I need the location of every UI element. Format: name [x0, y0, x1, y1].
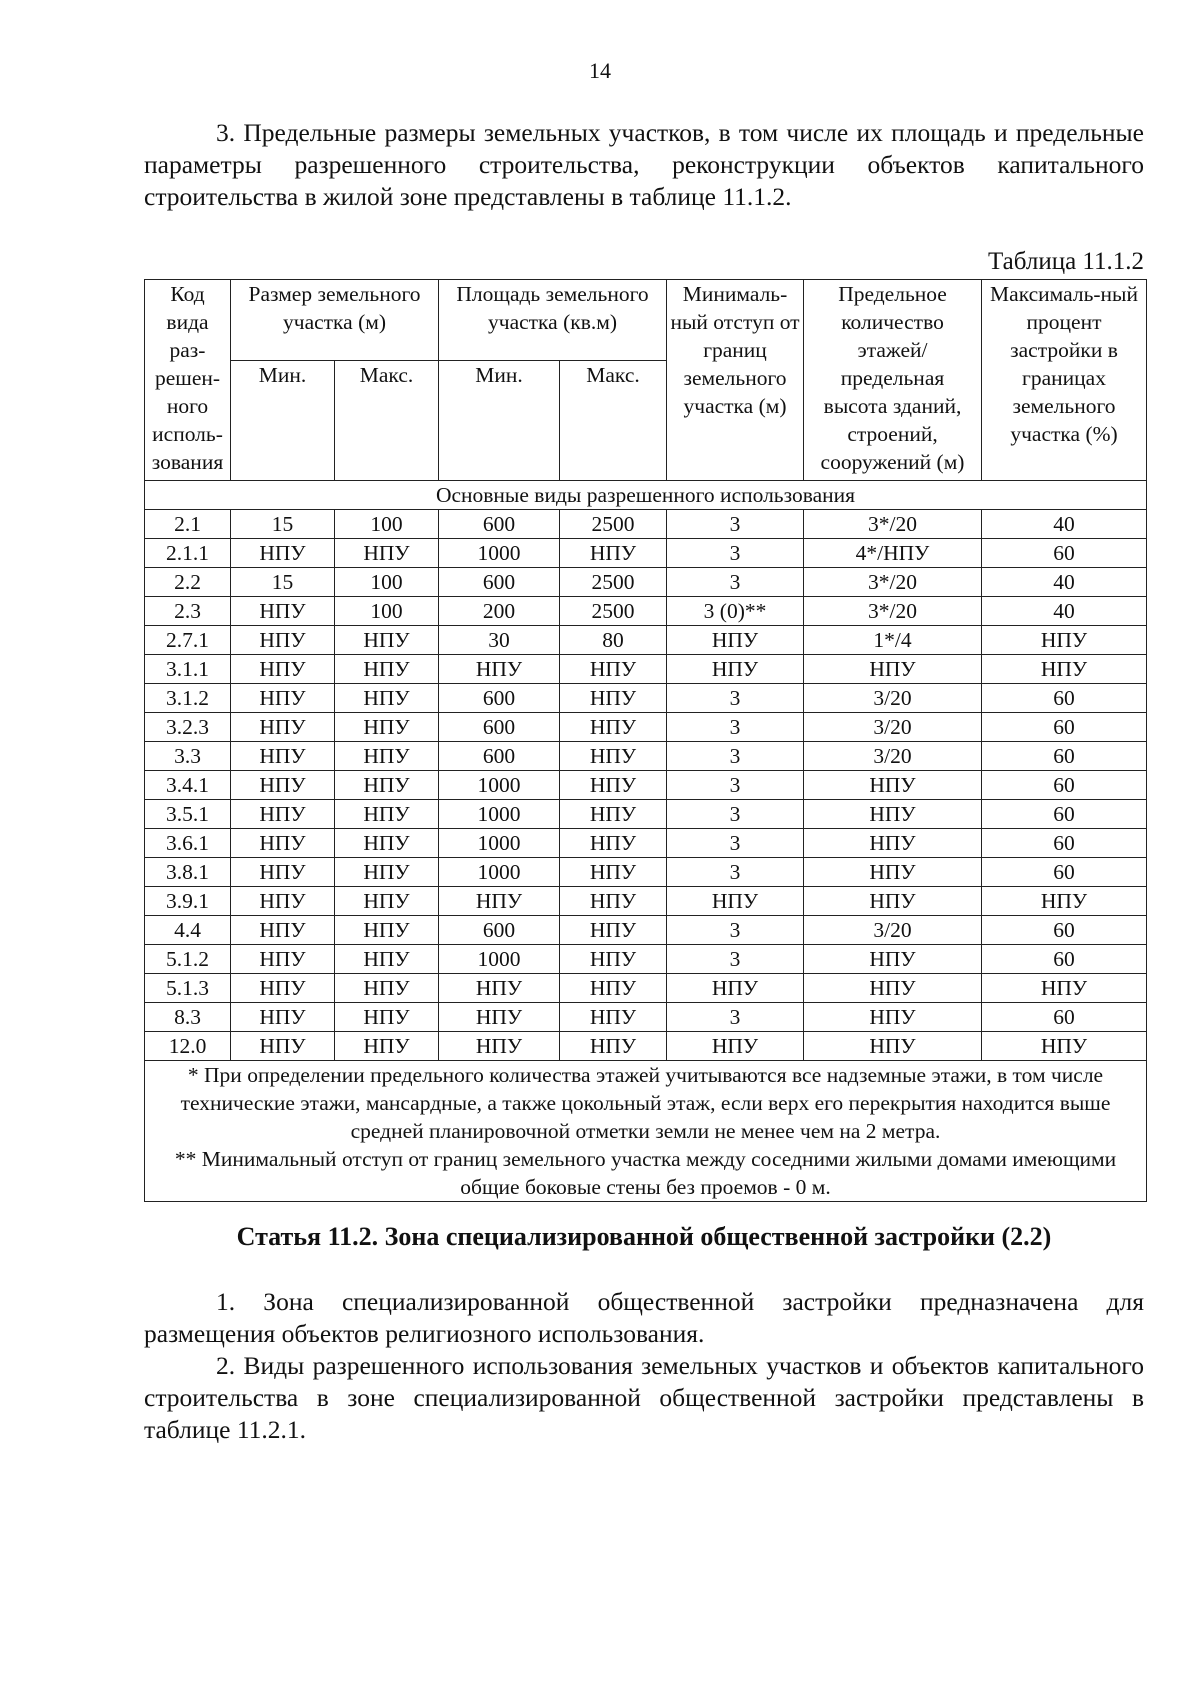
table-row — [145, 597, 1147, 626]
table-cell: 2.2 — [145, 568, 231, 597]
table-cell: НПУ — [560, 829, 667, 858]
table-cell: 3 — [667, 771, 804, 800]
table-cell: НПУ — [335, 945, 439, 974]
table-cell: НПУ — [335, 887, 439, 916]
table-cell: НПУ — [439, 974, 560, 1003]
paragraph-2: 2. Виды разрешенного использования земельных участков и объектов капитального строительства в зоне специализированной общественной застройки представлены в таблице 11.2.1. — [144, 1351, 1144, 1444]
table-cell: НПУ — [667, 655, 804, 684]
table-cell: НПУ — [231, 597, 335, 626]
table-cell: 3.4.1 — [145, 771, 231, 800]
table-cell: НПУ — [231, 539, 335, 568]
article-heading: Статья 11.2. Зона специализированной общественной застройки (2.2) — [236, 1222, 1052, 1251]
table-cell: 600 — [439, 742, 560, 771]
table-cell: НПУ — [667, 1032, 804, 1061]
table-row — [145, 742, 1147, 771]
table-cell: 4.4 — [145, 916, 231, 945]
table-cell: 3 — [667, 510, 804, 539]
table-cell: НПУ — [335, 800, 439, 829]
table-cell: НПУ — [231, 1032, 335, 1061]
table-row — [145, 510, 1147, 539]
table-cell: 3*/20 — [804, 510, 982, 539]
table-cell: НПУ — [560, 916, 667, 945]
table-cell: 2500 — [560, 510, 667, 539]
note-floors: * При определении предельного количества этажей учитываются все надземные этажи, в том числе технические этажи, мансардные, а также цокольный этаж, если верх его перекрытия находится выше средней планировочной отметки земли не менее чем на 2 метра. — [180, 1063, 1111, 1143]
table-cell: НПУ — [231, 945, 335, 974]
header-min-setback: Минималь-ный отступ от границ земельного участка (м) — [667, 280, 804, 481]
table-cell: 600 — [439, 510, 560, 539]
table-cell: 1000 — [439, 539, 560, 568]
table-cell: 60 — [982, 800, 1147, 829]
table-cell: 2.1 — [145, 510, 231, 539]
table-row — [145, 626, 1147, 655]
table-cell: НПУ — [982, 1032, 1147, 1061]
table-cell: НПУ — [804, 829, 982, 858]
table-cell: 40 — [982, 568, 1147, 597]
table-cell: 600 — [439, 713, 560, 742]
paragraph-1: 1. Зона специализированной общественной застройки предназначена для размещения объектов религиозного использования. — [144, 1287, 1144, 1348]
table-cell: 2.7.1 — [145, 626, 231, 655]
table-cell: НПУ — [667, 974, 804, 1003]
table-cell: 5.1.3 — [145, 974, 231, 1003]
table-row — [145, 713, 1147, 742]
table-cell: НПУ — [560, 1032, 667, 1061]
table-cell: НПУ — [804, 655, 982, 684]
table-row — [145, 771, 1147, 800]
table-cell: НПУ — [982, 974, 1147, 1003]
table-cell: 1000 — [439, 858, 560, 887]
table-cell: 3/20 — [804, 916, 982, 945]
table-cell: НПУ — [804, 771, 982, 800]
table-cell: 3 — [667, 742, 804, 771]
table-cell: НПУ — [982, 626, 1147, 655]
header-max-coverage: Максималь-ный процент застройки в границах земельного участка (%) — [982, 280, 1147, 481]
table-cell: 60 — [982, 684, 1147, 713]
table-cell: 8.3 — [145, 1003, 231, 1032]
table-cell: 100 — [335, 510, 439, 539]
table-row — [145, 800, 1147, 829]
table-cell: 60 — [982, 945, 1147, 974]
table-cell: 2.1.1 — [145, 539, 231, 568]
table-cell: 3 — [667, 916, 804, 945]
header-area-min: Мин. — [439, 361, 560, 481]
table-cell: НПУ — [560, 887, 667, 916]
table-cell: 15 — [231, 568, 335, 597]
table-row — [145, 858, 1147, 887]
table-cell: 2500 — [560, 597, 667, 626]
table-cell: НПУ — [804, 858, 982, 887]
table-cell: 3 — [667, 800, 804, 829]
table-cell: НПУ — [560, 858, 667, 887]
table-cell: 12.0 — [145, 1032, 231, 1061]
table-cell: 3*/20 — [804, 568, 982, 597]
table-cell: 100 — [335, 568, 439, 597]
table-cell: 3/20 — [804, 713, 982, 742]
table-cell: 3 — [667, 829, 804, 858]
table-cell: НПУ — [560, 742, 667, 771]
table-cell: 600 — [439, 568, 560, 597]
table-cell: НПУ — [231, 829, 335, 858]
table-cell: НПУ — [667, 887, 804, 916]
table-cell: НПУ — [982, 655, 1147, 684]
table-cell: 1000 — [439, 829, 560, 858]
table-cell: НПУ — [560, 800, 667, 829]
table-cell: НПУ — [335, 713, 439, 742]
table-row — [145, 1003, 1147, 1032]
table-cell: НПУ — [982, 887, 1147, 916]
table-cell: 1000 — [439, 771, 560, 800]
header-code: Код вида раз-решен-ного исполь-зования — [145, 280, 231, 481]
section-title-row: Основные виды разрешенного использования — [145, 481, 1147, 510]
table-cell: 3.1.1 — [145, 655, 231, 684]
table-cell: 1*/4 — [804, 626, 982, 655]
table-notes — [145, 1061, 1147, 1202]
parameters-table — [144, 279, 1147, 1202]
table-cell: НПУ — [560, 1003, 667, 1032]
table-cell: НПУ — [231, 626, 335, 655]
table-cell: 1000 — [439, 800, 560, 829]
table-cell: 600 — [439, 684, 560, 713]
table-row — [145, 887, 1147, 916]
table-cell: 60 — [982, 1003, 1147, 1032]
table-row — [145, 684, 1147, 713]
page-number: 14 — [589, 58, 611, 83]
table-cell: 600 — [439, 916, 560, 945]
table-cell: НПУ — [335, 771, 439, 800]
header-plot-size: Размер земельного участка (м) — [231, 280, 439, 361]
intro-paragraph: 3. Предельные размеры земельных участков, в том числе их площадь и предельные параметры разрешенного строительства, реконструкции объектов капитального строительства в жилой зоне представлены в таблице 11.1.2. — [144, 118, 1144, 211]
table-cell: НПУ — [804, 974, 982, 1003]
table-cell: НПУ — [804, 800, 982, 829]
table-cell: 100 — [335, 597, 439, 626]
table-cell: НПУ — [667, 626, 804, 655]
table-cell: НПУ — [439, 1003, 560, 1032]
table-cell: 2.3 — [145, 597, 231, 626]
table-cell: НПУ — [335, 974, 439, 1003]
header-max-floors: Предельное количество этажей/ предельная высота зданий, строений, сооружений (м) — [804, 280, 982, 481]
table-cell: 40 — [982, 510, 1147, 539]
table-cell: 3.6.1 — [145, 829, 231, 858]
table-cell: НПУ — [560, 539, 667, 568]
table-cell: НПУ — [439, 1032, 560, 1061]
table-row — [145, 945, 1147, 974]
table-cell: 3 — [667, 684, 804, 713]
table-cell: 3 — [667, 858, 804, 887]
table-cell: НПУ — [335, 539, 439, 568]
table-cell: 3/20 — [804, 684, 982, 713]
table-cell: 3 — [667, 539, 804, 568]
table-cell: 3.2.3 — [145, 713, 231, 742]
table-cell: НПУ — [231, 742, 335, 771]
table-cell: НПУ — [560, 974, 667, 1003]
table-cell: 2500 — [560, 568, 667, 597]
table-cell: 60 — [982, 713, 1147, 742]
table-cell: 15 — [231, 510, 335, 539]
table-row — [145, 974, 1147, 1003]
table-cell: 3 — [667, 568, 804, 597]
table-cell: 3*/20 — [804, 597, 982, 626]
header-area-max: Макс. — [560, 361, 667, 481]
table-cell: 60 — [982, 916, 1147, 945]
table-cell: 30 — [439, 626, 560, 655]
table-cell: НПУ — [231, 655, 335, 684]
table-cell: 3.1.2 — [145, 684, 231, 713]
table-cell: НПУ — [335, 626, 439, 655]
table-cell: НПУ — [804, 945, 982, 974]
table-cell: 3 — [667, 1003, 804, 1032]
table-cell: НПУ — [560, 684, 667, 713]
table-cell: 60 — [982, 539, 1147, 568]
table-caption: Таблица 11.1.2 — [988, 248, 1144, 275]
table-cell: 5.1.2 — [145, 945, 231, 974]
table-cell: 60 — [982, 858, 1147, 887]
table-cell: НПУ — [804, 887, 982, 916]
table-cell: НПУ — [335, 829, 439, 858]
table-cell: 3 — [667, 945, 804, 974]
table-cell: 4*/НПУ — [804, 539, 982, 568]
table-cell: 60 — [982, 829, 1147, 858]
table-cell: НПУ — [231, 713, 335, 742]
table-cell: НПУ — [231, 858, 335, 887]
table-cell: 3.3 — [145, 742, 231, 771]
table-cell: 80 — [560, 626, 667, 655]
table-cell: 3 (0)** — [667, 597, 804, 626]
table-cell: НПУ — [560, 771, 667, 800]
table-cell: НПУ — [335, 858, 439, 887]
table-cell: 3.5.1 — [145, 800, 231, 829]
table-cell: НПУ — [560, 655, 667, 684]
table-cell: 60 — [982, 771, 1147, 800]
table-row — [145, 539, 1147, 568]
header-plot-area: Площадь земельного участка (кв.м) — [439, 280, 667, 361]
table-cell: НПУ — [231, 1003, 335, 1032]
table-row — [145, 568, 1147, 597]
table-cell: НПУ — [560, 713, 667, 742]
table-cell: НПУ — [335, 684, 439, 713]
header-size-max: Макс. — [335, 361, 439, 481]
table-cell: НПУ — [804, 1032, 982, 1061]
table-cell: 40 — [982, 597, 1147, 626]
table-cell: НПУ — [560, 945, 667, 974]
table-cell: НПУ — [231, 684, 335, 713]
table-row — [145, 655, 1147, 684]
table-cell: НПУ — [804, 1003, 982, 1032]
table-cell: НПУ — [231, 800, 335, 829]
table-cell: 3/20 — [804, 742, 982, 771]
table-cell: 60 — [982, 742, 1147, 771]
table-cell: НПУ — [231, 916, 335, 945]
table-cell: НПУ — [231, 974, 335, 1003]
table-cell: НПУ — [335, 1032, 439, 1061]
table-cell: НПУ — [439, 655, 560, 684]
table-row — [145, 1032, 1147, 1061]
table-cell: 1000 — [439, 945, 560, 974]
table-cell: НПУ — [335, 655, 439, 684]
table-cell: 3 — [667, 713, 804, 742]
table-cell: НПУ — [335, 916, 439, 945]
table-cell: 3.8.1 — [145, 858, 231, 887]
table-cell: НПУ — [231, 887, 335, 916]
note-setback: ** Минимальный отступ от границ земельного участка между соседними жилыми домами имеющими общие боковые стены без проемов - 0 м. — [174, 1147, 1117, 1199]
table-cell: НПУ — [231, 771, 335, 800]
table-cell: НПУ — [439, 887, 560, 916]
table-cell: НПУ — [335, 742, 439, 771]
table-row — [145, 916, 1147, 945]
table-cell: 3.9.1 — [145, 887, 231, 916]
table-row — [145, 829, 1147, 858]
table-cell: НПУ — [335, 1003, 439, 1032]
header-size-min: Мин. — [231, 361, 335, 481]
table-cell: 200 — [439, 597, 560, 626]
